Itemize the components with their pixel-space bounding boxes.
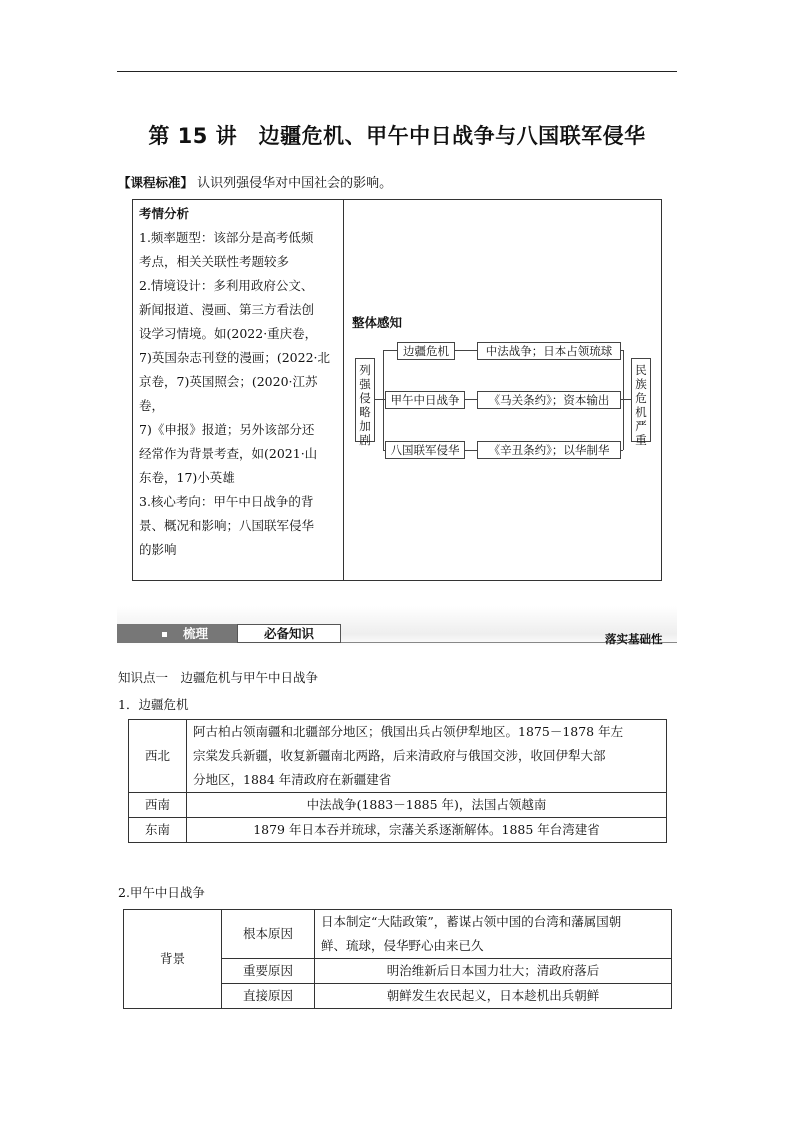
content-cell: 1879 年日本吞并琉球，宗藩关系逐渐解体。1885 年台湾建省 xyxy=(187,818,667,843)
content-cell xyxy=(315,910,672,959)
connector-line xyxy=(621,350,623,351)
cell-line: 宗棠发兵新疆，收复新疆南北两路，后来清政府与俄国交涉，收回伊犁大部 xyxy=(193,748,606,763)
curriculum-standard xyxy=(118,172,392,191)
cause-cell: 重要原因 xyxy=(222,959,315,984)
overview-event: 甲午中日战争 xyxy=(385,391,465,409)
analysis-heading: 考情分析 xyxy=(139,206,190,221)
war-background-table xyxy=(123,909,672,1009)
connector-line xyxy=(621,450,623,451)
analysis-line: 新闻报道、漫画、第三方看法创 xyxy=(139,302,315,317)
connector-line xyxy=(465,399,477,400)
banner-tag xyxy=(117,624,237,643)
analysis-line: 1.频率题型：该部分是高考低频 xyxy=(139,230,314,245)
overview-result: 《马关条约》；资本输出 xyxy=(477,391,621,409)
connector-line xyxy=(623,350,624,450)
knowledge-point-heading: 知识点一 边疆危机与甲午中日战争 xyxy=(118,670,319,685)
section1-heading: 1．边疆危机 xyxy=(118,697,189,712)
region-cell: 西南 xyxy=(129,793,187,818)
cell-line: 阿古柏占领南疆和北疆部分地区；俄国出兵占领伊犁地区。1875－1878 年左 xyxy=(193,724,624,739)
overview-event: 八国联军侵华 xyxy=(385,441,465,459)
analysis-line: 设学习情境。如(2022·重庆卷， xyxy=(139,326,318,341)
analysis-divider xyxy=(343,200,344,580)
analysis-line: 京卷，7)英国照会；(2020·江苏卷， xyxy=(139,374,318,413)
connector-line xyxy=(383,350,397,351)
region-cell: 西北 xyxy=(129,720,187,793)
analysis-line: 东卷，17)小英雄 xyxy=(139,470,235,485)
page-title: 第 15 讲 边疆危机、甲午中日战争与八国联军侵华 xyxy=(148,124,646,148)
overview-result: 中法战争；日本占领琉球 xyxy=(477,342,621,360)
overview-result: 《辛丑条约》；以华制华 xyxy=(477,441,621,459)
cell-line: 分地区，1884 年清政府在新疆建省 xyxy=(193,772,392,787)
analysis-line: 考点，相关关联性考题较多 xyxy=(139,254,290,269)
table-row xyxy=(129,793,667,818)
section2-heading: 2.甲午中日战争 xyxy=(118,885,205,900)
cell-line: 鲜、琉球，侵华野心由来已久 xyxy=(321,938,484,953)
content-cell: 朝鲜发生农民起义，日本趁机出兵朝鲜 xyxy=(315,984,672,1009)
analysis-line: 3.核心考向：甲午中日战争的背 xyxy=(139,494,314,509)
region-cell: 东南 xyxy=(129,818,187,843)
analysis-line: 2.情境设计：多利用政府公文、 xyxy=(139,278,314,293)
overview-event: 边疆危机 xyxy=(397,342,455,360)
analysis-line: 经常作为背景考查，如(2021·山 xyxy=(139,446,318,461)
curriculum-text: 认识列强侵华对中国社会的影响。 xyxy=(197,176,393,191)
analysis-line: 7)英国杂志刊登的漫画；(2022·北 xyxy=(139,350,330,365)
square-icon xyxy=(162,632,167,637)
table-row xyxy=(129,818,667,843)
analysis-line: 7)《申报》报道；另外该部分还 xyxy=(139,422,315,437)
connector-line xyxy=(375,399,383,400)
connector-line xyxy=(455,350,477,351)
header-rule xyxy=(117,71,677,72)
overview-left-label: 列强侵略加剧 xyxy=(355,358,375,442)
connector-line xyxy=(623,399,631,400)
frontier-table xyxy=(128,719,667,843)
overview-heading: 整体感知 xyxy=(352,315,403,330)
cell-line: 日本制定“大陆政策”，蓄谋占领中国的台湾和藩属国朝 xyxy=(321,914,622,929)
analysis-line: 景、概况和影响；八国联军侵华 xyxy=(139,518,315,533)
cause-cell: 根本原因 xyxy=(222,910,315,959)
cause-cell: 直接原因 xyxy=(222,984,315,1009)
content-cell: 中法战争(1883－1885 年)，法国占领越南 xyxy=(187,793,667,818)
curriculum-label: 【课程标准】 xyxy=(118,175,194,190)
overview-right-label: 民族危机严重 xyxy=(631,358,651,442)
connector-line xyxy=(621,399,623,400)
table-row xyxy=(129,720,667,793)
analysis-line: 的影响 xyxy=(139,542,177,557)
banner-right-label: 落实基础性 xyxy=(605,632,663,646)
content-cell: 明治维新后日本国力壮大；清政府落后 xyxy=(315,959,672,984)
connector-line xyxy=(383,350,384,450)
group-cell: 背景 xyxy=(124,910,222,1009)
connector-line xyxy=(465,450,477,451)
analysis-column xyxy=(139,202,339,562)
banner-left-label: 梳理 xyxy=(183,626,209,641)
table-row xyxy=(124,910,672,959)
banner-middle-label: 必备知识 xyxy=(237,624,341,643)
analysis-box xyxy=(132,199,662,581)
content-cell xyxy=(187,720,667,793)
